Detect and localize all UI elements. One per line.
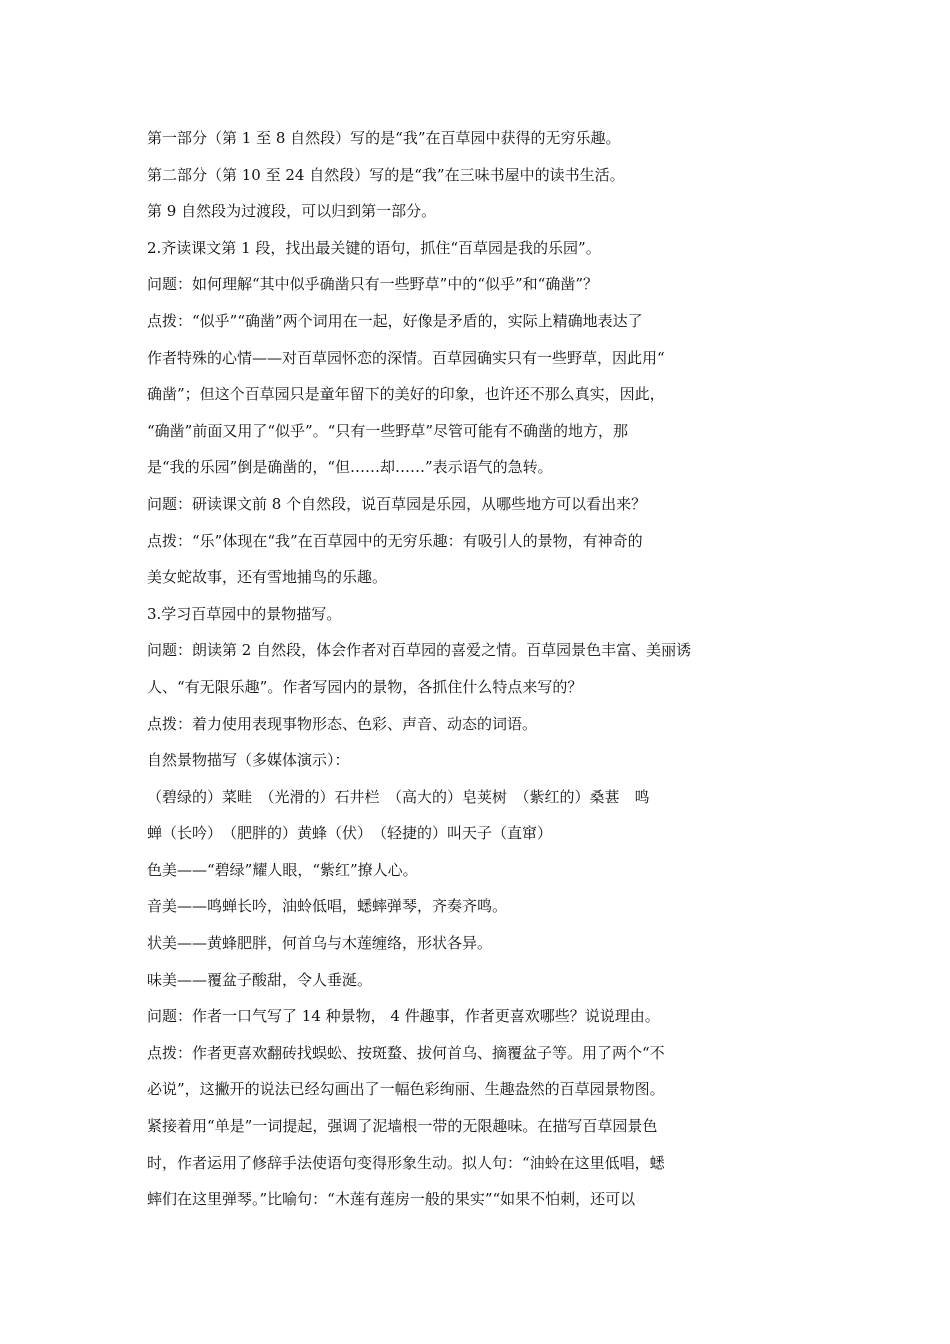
beauty-taste-line: 味美——覆盆子酸甜，令人垂涎。 (147, 970, 373, 989)
hint-line: 作者特殊的心情——对百草园怀恋的深情。百草园确实只有一些野草，因此用“ (147, 348, 665, 367)
heading-step-3: 3.学习百草园中的景物描写。 (147, 604, 342, 623)
hint-line: 点拨：作者更喜欢翻砖找蜈蚣、按斑蝥、拔何首乌、摘覆盆子等。用了两个“不 (147, 1043, 665, 1062)
hint-line: 蟀们在这里弹琴。”比喻句：“木莲有莲房一般的果实”“如果不怕刺，还可以 (147, 1190, 636, 1209)
hint-line: 点拨：着力使用表现事物形态、色彩、声音、动态的词语。 (147, 714, 538, 733)
document-body (147, 120, 747, 1218)
question-line: 问题：作者一口气写了 14 种景物， 4 件趣事，作者更喜欢哪些？说说理由。 (147, 1007, 660, 1026)
hint-line: 确凿”；但这个百草园只是童年留下的美好的印象，也许还不那么真实，因此， (147, 385, 665, 404)
hint-line: 时，作者运用了修辞手法使语句变得形象生动。拟人句：“油蛉在这里低唱，蟋 (147, 1153, 665, 1172)
scenery-list-line: 蝉（长吟） （肥胖的）黄蜂（伏） （轻捷的）叫天子（直窜） (147, 824, 553, 843)
question-line: 问题：朗读第 2 自然段，体会作者对百草园的喜爱之情。百草园景色丰富、美丽诱 (147, 641, 692, 660)
beauty-sound-line: 音美——鸣蝉长吟，油蛉低唱，蟋蟀弹琴，齐奏齐鸣。 (147, 897, 508, 916)
question-line: 问题：研读课文前 8 个自然段，说百草园是乐园，从哪些地方可以看出来？ (147, 494, 647, 513)
paragraph-line-part-two: 第二部分（第 10 至 24 自然段）写的是“我”在三味书屋中的读书生活。 (147, 165, 625, 184)
hint-line: 是“我的乐园”倒是确凿的，“但……却……”表示语气的急转。 (147, 458, 553, 477)
beauty-shape-line: 状美——黄蜂肥胖，何首乌与木莲缠络，形状各异。 (147, 934, 493, 953)
scenery-list-line: （碧绿的）菜畦 （光滑的）石井栏 （高大的）皂荚树 （紫红的）桑葚 鸣 (147, 787, 650, 806)
question-line: 人、“有无限乐趣”。作者写园内的景物，各抓住什么特点来写的？ (147, 677, 583, 696)
hint-line: 点拨：“乐”体现在“我”在百草园中的无穷乐趣：有吸引人的景物，有神奇的 (147, 531, 643, 550)
heading-step-2: 2.齐读课文第 1 段，找出最关键的语句，抓住“百草园是我的乐园”。 (147, 238, 601, 257)
hint-line: 紧接着用“单是”一词提起，强调了泥墙根一带的无限趣味。在描写百草园景色 (147, 1117, 658, 1136)
hint-line: “确凿”前面又用了“似乎”。“只有一些野草”尽管可能有不确凿的地方，那 (147, 421, 629, 440)
beauty-color-line: 色美——“碧绿”耀人眼，“紫红”撩人心。 (147, 860, 418, 879)
hint-line: 点拨：“似乎”“确凿”两个词用在一起，好像是矛盾的，实际上精确地表达了 (147, 311, 643, 330)
paragraph-line-transition: 第 9 自然段为过渡段，可以归到第一部分。 (147, 202, 437, 221)
section-label: 自然景物描写（多媒体演示）： (147, 751, 350, 770)
hint-line: 必说”，这撇开的说法已经勾画出了一幅色彩绚丽、生趣盎然的百草园景物图。 (147, 1080, 665, 1099)
question-line: 问题：如何理解“其中似乎确凿只有一些野草”中的“似乎”和“确凿”？ (147, 275, 599, 294)
hint-line: 美女蛇故事，还有雪地捕鸟的乐趣。 (147, 568, 388, 587)
paragraph-line-part-one: 第一部分（第 1 至 8 自然段）写的是“我”在百草园中获得的无穷乐趣。 (147, 129, 621, 147)
